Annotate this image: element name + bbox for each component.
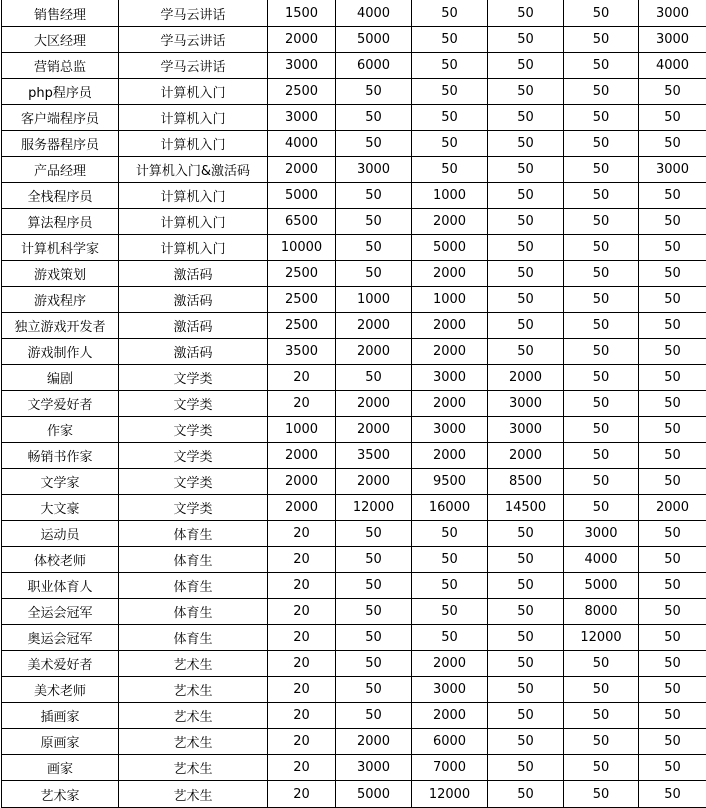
value-cell-1: 20 xyxy=(268,755,336,781)
value-cell-2: 6000 xyxy=(336,53,412,79)
table-row xyxy=(2,105,706,131)
table-row xyxy=(2,131,706,157)
category-cell: 计算机入门 xyxy=(119,235,268,261)
value-cell-6: 3000 xyxy=(639,0,706,27)
value-cell-1: 2000 xyxy=(268,495,336,521)
category-cell: 艺术生 xyxy=(119,651,268,677)
value-cell-5: 5000 xyxy=(564,573,639,599)
value-cell-4: 50 xyxy=(488,131,564,157)
value-cell-2: 2000 xyxy=(336,313,412,339)
category-cell: 文学类 xyxy=(119,495,268,521)
value-cell-5: 50 xyxy=(564,781,639,808)
value-cell-6: 50 xyxy=(639,469,706,495)
table-row xyxy=(2,573,706,599)
category-cell: 体育生 xyxy=(119,599,268,625)
category-cell: 学马云讲话 xyxy=(119,53,268,79)
value-cell-6: 50 xyxy=(639,261,706,287)
value-cell-5: 50 xyxy=(564,391,639,417)
value-cell-6: 50 xyxy=(639,365,706,391)
table-row xyxy=(2,729,706,755)
table-row xyxy=(2,443,706,469)
value-cell-3: 50 xyxy=(412,79,488,105)
value-cell-1: 20 xyxy=(268,521,336,547)
value-cell-2: 50 xyxy=(336,625,412,651)
value-cell-5: 12000 xyxy=(564,625,639,651)
category-cell: 计算机入门 xyxy=(119,105,268,131)
value-cell-1: 2500 xyxy=(268,287,336,313)
value-cell-4: 50 xyxy=(488,547,564,573)
value-cell-5: 50 xyxy=(564,703,639,729)
category-cell: 文学类 xyxy=(119,365,268,391)
value-cell-1: 2500 xyxy=(268,261,336,287)
value-cell-6: 50 xyxy=(639,339,706,365)
value-cell-3: 12000 xyxy=(412,781,488,808)
career-name-cell: 大文豪 xyxy=(2,495,119,521)
value-cell-4: 3000 xyxy=(488,391,564,417)
value-cell-6: 50 xyxy=(639,79,706,105)
value-cell-2: 50 xyxy=(336,79,412,105)
value-cell-5: 50 xyxy=(564,729,639,755)
value-cell-1: 20 xyxy=(268,677,336,703)
table-row xyxy=(2,79,706,105)
category-cell: 体育生 xyxy=(119,573,268,599)
value-cell-3: 2000 xyxy=(412,703,488,729)
value-cell-4: 3000 xyxy=(488,417,564,443)
value-cell-3: 3000 xyxy=(412,677,488,703)
table-row xyxy=(2,677,706,703)
value-cell-2: 3000 xyxy=(336,755,412,781)
value-cell-2: 4000 xyxy=(336,0,412,27)
category-cell: 体育生 xyxy=(119,625,268,651)
value-cell-6: 50 xyxy=(639,235,706,261)
career-name-cell: 客户端程序员 xyxy=(2,105,119,131)
category-cell: 文学类 xyxy=(119,391,268,417)
value-cell-2: 50 xyxy=(336,547,412,573)
career-name-cell: 插画家 xyxy=(2,703,119,729)
table-row xyxy=(2,781,706,808)
value-cell-2: 5000 xyxy=(336,27,412,53)
value-cell-1: 2500 xyxy=(268,313,336,339)
value-cell-1: 20 xyxy=(268,365,336,391)
table-row xyxy=(2,235,706,261)
career-name-cell: 产品经理 xyxy=(2,157,119,183)
category-cell: 文学类 xyxy=(119,417,268,443)
value-cell-2: 50 xyxy=(336,131,412,157)
value-cell-2: 5000 xyxy=(336,781,412,808)
value-cell-1: 5000 xyxy=(268,183,336,209)
value-cell-1: 20 xyxy=(268,573,336,599)
career-name-cell: 计算机科学家 xyxy=(2,235,119,261)
table-row xyxy=(2,365,706,391)
value-cell-6: 50 xyxy=(639,443,706,469)
value-cell-5: 50 xyxy=(564,157,639,183)
value-cell-1: 20 xyxy=(268,599,336,625)
value-cell-1: 2000 xyxy=(268,443,336,469)
value-cell-5: 50 xyxy=(564,443,639,469)
category-cell: 文学类 xyxy=(119,443,268,469)
value-cell-4: 8500 xyxy=(488,469,564,495)
career-name-cell: 营销总监 xyxy=(2,53,119,79)
career-name-cell: 销售经理 xyxy=(2,0,119,27)
category-cell: 计算机入门 xyxy=(119,183,268,209)
career-name-cell: php程序员 xyxy=(2,79,119,105)
value-cell-4: 2000 xyxy=(488,365,564,391)
table-row xyxy=(2,27,706,53)
value-cell-2: 50 xyxy=(336,677,412,703)
value-cell-6: 50 xyxy=(639,287,706,313)
value-cell-6: 50 xyxy=(639,183,706,209)
value-cell-5: 50 xyxy=(564,755,639,781)
value-cell-4: 50 xyxy=(488,157,564,183)
value-cell-1: 1000 xyxy=(268,417,336,443)
value-cell-3: 1000 xyxy=(412,287,488,313)
value-cell-3: 2000 xyxy=(412,313,488,339)
value-cell-2: 50 xyxy=(336,183,412,209)
value-cell-4: 50 xyxy=(488,183,564,209)
value-cell-5: 50 xyxy=(564,417,639,443)
value-cell-5: 50 xyxy=(564,105,639,131)
category-cell: 艺术生 xyxy=(119,677,268,703)
career-name-cell: 体校老师 xyxy=(2,547,119,573)
table-row xyxy=(2,469,706,495)
value-cell-5: 50 xyxy=(564,183,639,209)
career-name-cell: 畅销书作家 xyxy=(2,443,119,469)
value-cell-5: 50 xyxy=(564,27,639,53)
value-cell-3: 2000 xyxy=(412,391,488,417)
table-row xyxy=(2,495,706,521)
value-cell-2: 50 xyxy=(336,651,412,677)
category-cell: 文学类 xyxy=(119,469,268,495)
value-cell-4: 50 xyxy=(488,599,564,625)
career-name-cell: 文学爱好者 xyxy=(2,391,119,417)
category-cell: 艺术生 xyxy=(119,729,268,755)
table-row xyxy=(2,417,706,443)
value-cell-6: 50 xyxy=(639,781,706,808)
value-cell-3: 50 xyxy=(412,0,488,27)
category-cell: 计算机入门 xyxy=(119,79,268,105)
value-cell-2: 50 xyxy=(336,703,412,729)
value-cell-6: 50 xyxy=(639,573,706,599)
value-cell-4: 50 xyxy=(488,53,564,79)
value-cell-4: 50 xyxy=(488,313,564,339)
value-cell-3: 50 xyxy=(412,53,488,79)
value-cell-5: 4000 xyxy=(564,547,639,573)
value-cell-5: 8000 xyxy=(564,599,639,625)
table-body xyxy=(2,0,706,808)
value-cell-1: 20 xyxy=(268,625,336,651)
value-cell-5: 50 xyxy=(564,209,639,235)
value-cell-1: 20 xyxy=(268,547,336,573)
value-cell-4: 50 xyxy=(488,339,564,365)
value-cell-3: 5000 xyxy=(412,235,488,261)
table-row xyxy=(2,0,706,27)
value-cell-2: 3500 xyxy=(336,443,412,469)
value-cell-2: 1000 xyxy=(336,287,412,313)
table-row xyxy=(2,703,706,729)
value-cell-6: 50 xyxy=(639,625,706,651)
value-cell-5: 50 xyxy=(564,677,639,703)
table-row xyxy=(2,521,706,547)
category-cell: 计算机入门 xyxy=(119,131,268,157)
table-row xyxy=(2,287,706,313)
value-cell-4: 2000 xyxy=(488,443,564,469)
career-name-cell: 大区经理 xyxy=(2,27,119,53)
category-cell: 激活码 xyxy=(119,313,268,339)
career-name-cell: 算法程序员 xyxy=(2,209,119,235)
value-cell-1: 10000 xyxy=(268,235,336,261)
value-cell-3: 50 xyxy=(412,521,488,547)
table-row xyxy=(2,651,706,677)
career-name-cell: 独立游戏开发者 xyxy=(2,313,119,339)
value-cell-4: 50 xyxy=(488,573,564,599)
value-cell-4: 50 xyxy=(488,521,564,547)
career-name-cell: 游戏策划 xyxy=(2,261,119,287)
value-cell-1: 4000 xyxy=(268,131,336,157)
table-row xyxy=(2,599,706,625)
value-cell-5: 50 xyxy=(564,651,639,677)
value-cell-3: 50 xyxy=(412,625,488,651)
value-cell-5: 50 xyxy=(564,261,639,287)
value-cell-4: 50 xyxy=(488,79,564,105)
value-cell-1: 20 xyxy=(268,391,336,417)
value-cell-3: 6000 xyxy=(412,729,488,755)
category-cell: 激活码 xyxy=(119,261,268,287)
value-cell-2: 3000 xyxy=(336,157,412,183)
table-row xyxy=(2,209,706,235)
value-cell-3: 50 xyxy=(412,573,488,599)
value-cell-1: 3000 xyxy=(268,53,336,79)
value-cell-6: 50 xyxy=(639,105,706,131)
value-cell-5: 50 xyxy=(564,313,639,339)
value-cell-2: 2000 xyxy=(336,391,412,417)
career-name-cell: 奥运会冠军 xyxy=(2,625,119,651)
career-name-cell: 原画家 xyxy=(2,729,119,755)
value-cell-6: 4000 xyxy=(639,53,706,79)
value-cell-1: 2000 xyxy=(268,469,336,495)
value-cell-4: 50 xyxy=(488,261,564,287)
category-cell: 艺术生 xyxy=(119,781,268,808)
category-cell: 计算机入门 xyxy=(119,209,268,235)
value-cell-5: 50 xyxy=(564,131,639,157)
value-cell-2: 2000 xyxy=(336,729,412,755)
value-cell-1: 2500 xyxy=(268,79,336,105)
value-cell-5: 50 xyxy=(564,495,639,521)
value-cell-2: 50 xyxy=(336,209,412,235)
value-cell-6: 50 xyxy=(639,417,706,443)
career-table xyxy=(1,0,706,808)
value-cell-1: 20 xyxy=(268,781,336,808)
value-cell-6: 50 xyxy=(639,131,706,157)
value-cell-2: 50 xyxy=(336,521,412,547)
career-name-cell: 全运会冠军 xyxy=(2,599,119,625)
career-name-cell: 游戏制作人 xyxy=(2,339,119,365)
value-cell-5: 3000 xyxy=(564,521,639,547)
value-cell-2: 12000 xyxy=(336,495,412,521)
value-cell-3: 2000 xyxy=(412,209,488,235)
value-cell-3: 3000 xyxy=(412,417,488,443)
category-cell: 学马云讲话 xyxy=(119,0,268,27)
value-cell-3: 50 xyxy=(412,157,488,183)
category-cell: 计算机入门&激活码 xyxy=(119,157,268,183)
table-row xyxy=(2,755,706,781)
value-cell-3: 2000 xyxy=(412,443,488,469)
value-cell-1: 2000 xyxy=(268,27,336,53)
value-cell-5: 50 xyxy=(564,339,639,365)
value-cell-3: 2000 xyxy=(412,339,488,365)
value-cell-3: 16000 xyxy=(412,495,488,521)
career-name-cell: 职业体育人 xyxy=(2,573,119,599)
table-row xyxy=(2,625,706,651)
value-cell-4: 50 xyxy=(488,27,564,53)
value-cell-4: 50 xyxy=(488,209,564,235)
value-cell-2: 50 xyxy=(336,105,412,131)
value-cell-6: 50 xyxy=(639,391,706,417)
career-name-cell: 游戏程序 xyxy=(2,287,119,313)
value-cell-3: 3000 xyxy=(412,365,488,391)
table-row xyxy=(2,313,706,339)
value-cell-5: 50 xyxy=(564,469,639,495)
value-cell-2: 2000 xyxy=(336,417,412,443)
value-cell-2: 50 xyxy=(336,235,412,261)
table-row xyxy=(2,339,706,365)
value-cell-3: 2000 xyxy=(412,261,488,287)
value-cell-6: 50 xyxy=(639,703,706,729)
value-cell-4: 50 xyxy=(488,287,564,313)
value-cell-6: 50 xyxy=(639,599,706,625)
value-cell-3: 50 xyxy=(412,131,488,157)
value-cell-1: 3500 xyxy=(268,339,336,365)
value-cell-3: 50 xyxy=(412,27,488,53)
career-name-cell: 艺术家 xyxy=(2,781,119,808)
value-cell-1: 20 xyxy=(268,729,336,755)
value-cell-6: 50 xyxy=(639,209,706,235)
category-cell: 激活码 xyxy=(119,287,268,313)
value-cell-4: 50 xyxy=(488,105,564,131)
career-name-cell: 美术老师 xyxy=(2,677,119,703)
category-cell: 学马云讲话 xyxy=(119,27,268,53)
value-cell-3: 1000 xyxy=(412,183,488,209)
value-cell-4: 14500 xyxy=(488,495,564,521)
value-cell-5: 50 xyxy=(564,79,639,105)
value-cell-2: 50 xyxy=(336,261,412,287)
value-cell-3: 50 xyxy=(412,547,488,573)
value-cell-1: 20 xyxy=(268,651,336,677)
value-cell-4: 50 xyxy=(488,0,564,27)
value-cell-3: 2000 xyxy=(412,651,488,677)
table-row xyxy=(2,157,706,183)
value-cell-5: 50 xyxy=(564,287,639,313)
value-cell-3: 50 xyxy=(412,105,488,131)
category-cell: 艺术生 xyxy=(119,755,268,781)
table-row xyxy=(2,547,706,573)
value-cell-6: 50 xyxy=(639,729,706,755)
value-cell-2: 2000 xyxy=(336,339,412,365)
value-cell-3: 50 xyxy=(412,599,488,625)
value-cell-4: 50 xyxy=(488,677,564,703)
career-name-cell: 全栈程序员 xyxy=(2,183,119,209)
value-cell-1: 3000 xyxy=(268,105,336,131)
value-cell-1: 6500 xyxy=(268,209,336,235)
career-name-cell: 画家 xyxy=(2,755,119,781)
value-cell-4: 50 xyxy=(488,703,564,729)
value-cell-3: 7000 xyxy=(412,755,488,781)
value-cell-4: 50 xyxy=(488,781,564,808)
category-cell: 体育生 xyxy=(119,521,268,547)
value-cell-5: 50 xyxy=(564,53,639,79)
value-cell-1: 1500 xyxy=(268,0,336,27)
value-cell-4: 50 xyxy=(488,651,564,677)
value-cell-2: 50 xyxy=(336,365,412,391)
value-cell-1: 2000 xyxy=(268,157,336,183)
career-name-cell: 文学家 xyxy=(2,469,119,495)
value-cell-6: 50 xyxy=(639,651,706,677)
value-cell-6: 2000 xyxy=(639,495,706,521)
value-cell-6: 50 xyxy=(639,313,706,339)
value-cell-2: 50 xyxy=(336,599,412,625)
value-cell-3: 9500 xyxy=(412,469,488,495)
value-cell-4: 50 xyxy=(488,755,564,781)
value-cell-6: 3000 xyxy=(639,157,706,183)
category-cell: 体育生 xyxy=(119,547,268,573)
value-cell-6: 3000 xyxy=(639,27,706,53)
career-name-cell: 编剧 xyxy=(2,365,119,391)
value-cell-4: 50 xyxy=(488,235,564,261)
table-row xyxy=(2,391,706,417)
career-name-cell: 服务器程序员 xyxy=(2,131,119,157)
table-row xyxy=(2,183,706,209)
value-cell-4: 50 xyxy=(488,625,564,651)
category-cell: 艺术生 xyxy=(119,703,268,729)
value-cell-2: 2000 xyxy=(336,469,412,495)
value-cell-5: 50 xyxy=(564,0,639,27)
value-cell-5: 50 xyxy=(564,365,639,391)
category-cell: 激活码 xyxy=(119,339,268,365)
value-cell-2: 50 xyxy=(336,573,412,599)
career-name-cell: 美术爱好者 xyxy=(2,651,119,677)
value-cell-4: 50 xyxy=(488,729,564,755)
career-name-cell: 作家 xyxy=(2,417,119,443)
value-cell-5: 50 xyxy=(564,235,639,261)
value-cell-6: 50 xyxy=(639,755,706,781)
table-row xyxy=(2,53,706,79)
career-name-cell: 运动员 xyxy=(2,521,119,547)
table-row xyxy=(2,261,706,287)
value-cell-6: 50 xyxy=(639,547,706,573)
value-cell-6: 50 xyxy=(639,521,706,547)
value-cell-1: 20 xyxy=(268,703,336,729)
value-cell-6: 50 xyxy=(639,677,706,703)
